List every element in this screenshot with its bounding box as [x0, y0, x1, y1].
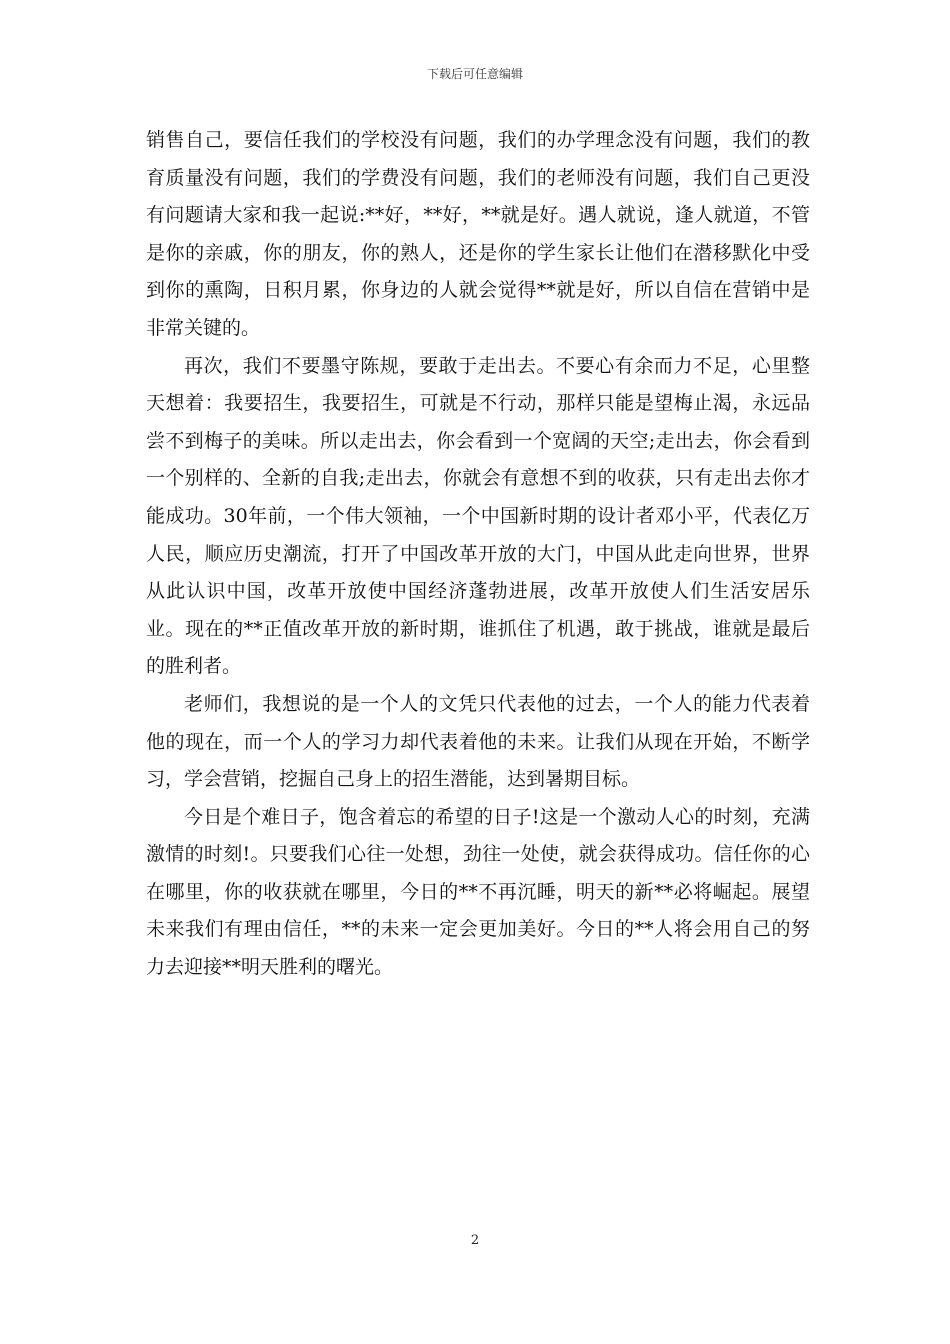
page-number: 2 [470, 1233, 480, 1248]
paragraph-2: 再次，我们不要墨守陈规，要敢于走出去。不要心有余而力不足，心里整天想着：我要招生，我要招生，可就是不行动，那样只能是望梅止渴，永远品尝不到梅子的美味。所以走出去，你会看到一个宽阔的天空;走出去，你会看到一个别样的、全新的自我;走出去，你就会有意想不到的收获，只有走出去你才能成功。30年前，一个伟大领袖，一个中国新时期的设计者邓小平，代表亿万人民，顺应历史潮流，打开了中国改革开放的大门，中国从此走向世界，世界从此认识中国，改革开放使中国经济蓬勃进展，改革开放使人们生活安居乐业。现在的**正值改革开放的新时期，谁抓住了机遇，敢于挑战，谁就是最后的胜利者。 [146, 354, 810, 678]
page-header: 下载后可任意编辑 [426, 67, 523, 81]
paragraph-3: 老师们，我想说的是一个人的文凭只代表他的过去，一个人的能力代表着他的现在，而一个人的学习力却代表着他的未来。让我们从现在开始，不断学习，学会营销，挖掘自己身上的招生潜能，达到暑期目标。 [146, 692, 810, 791]
document-body [146, 122, 810, 987]
paragraph-1: 销售自己，要信任我们的学校没有问题，我们的办学理念没有问题，我们的教育质量没有问题，我们的学费没有问题，我们的老师没有问题，我们自己更没有问题请大家和我一起说:**好，**好，**就是好。遇人就说，逢人就道，不管是你的亲戚，你的朋友，你的熟人，还是你的学生家长让他们在潜移默化中受到你的熏陶，日积月累，你身边的人就会觉得**就是好，所以自信在营销中是非常关键的。 [146, 129, 810, 339]
paragraph-4: 今日是个难日子，饱含着忘的希望的日子!这是一个激动人心的时刻，充满激情的时刻!。只要我们心往一处想，劲往一处使，就会获得成功。信任你的心在哪里，你的收获就在哪里，今日的**不再沉睡，明天的新**必将崛起。展望未来我们有理由信任，**的未来一定会更加美好。今日的**人将会用自己的努力去迎接**明天胜利的曙光。 [146, 805, 810, 979]
